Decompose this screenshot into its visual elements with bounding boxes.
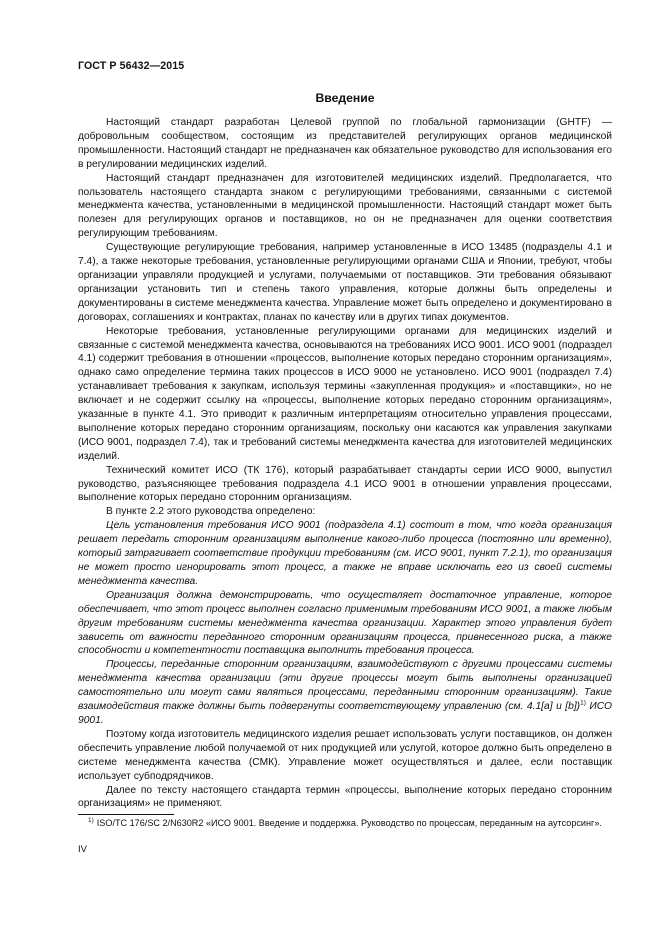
introduction-body: [78, 116, 612, 811]
quoted-paragraph: Цель установления требования ИСО 9001 (подраздела 4.1) состоит в том, что когда организация решает передать сторонним организациям выполнение какого-либо процесса (постоянно или временно), который затрагивает соответствие продукции требованиям (см. ИСО 9001, пункт 7.2.1), то организация не может просто игнорировать этот процесс, а также не вправе исключать его из своей системы менеджмента качества.: [78, 520, 612, 587]
page-number: IV: [78, 844, 87, 855]
paragraph: Технический комитет ИСО (ТК 176), который разрабатывает стандарты серии ИСО 9000, выпустил руководство, разъясняющее требования подраздела 4.1 ИСО 9001 в отношении управления процессами, выполнение которых передано сторонним организациям.: [78, 464, 612, 504]
footnote-text: ISO/TC 176/SC 2/N630R2 «ИСО 9001. Введение и поддержка. Руководство по процессам, переданным на аутсорсинг».: [96, 818, 602, 828]
quoted-paragraph-text: Процессы, переданные сторонним организациям, взаимодействуют с другими процессами системы менеджмента качества организации (эти другие процессы могут быть выполнены организацией самостоятельно или могут сами являться процессами, переданными сторонним организациям). Такие взаимодействия также должны быть подвергнуты соответствующему управлению (см. 4.1[a] и [b]): [78, 659, 612, 713]
paragraph: Настоящий стандарт разработан Целевой группой по глобальной гармонизации (GHTF) — добровольным сообществом, состоящим из представителей регулирующих органов медицинской промышленности. Настоящий стандарт не предназначен как обязательное руководство для использования его в регулировании медицинских изделий.: [78, 117, 612, 170]
footnote-mark: 1): [88, 816, 94, 824]
paragraph: Поэтому когда изготовитель медицинского изделия решает использовать услуги поставщиков, он должен обеспечить управление любой получаемой от них продукцией или услугой, которое должно быть определено в системе менеджмента качества (СМК). Управление может осуществляться и далее, если поставщик использует субподрядчиков.: [78, 728, 612, 782]
section-title: Введение: [315, 91, 375, 105]
footnote-divider: [78, 814, 174, 815]
quoted-paragraph: Организация должна демонстрировать, что осуществляет достаточное управление, которое обеспечивает, что этот процесс выполнен согласно применимым требованиям ИСО 9001, а также любым другим требованиям системы менеджмента качества организации. Характер этого управления будет зависеть от важности переданного сторонним организациям процесса, привнесенного риска, а также способности и компетентности поставщика выполнить требования процесса.: [78, 589, 612, 657]
paragraph: Настоящий стандарт предназначен для изготовителей медицинских изделий. Предполагается, что пользователь настоящего стандарта знаком с регулирующими требованиями, связанными с системой менеджмента качества, установленными в медицинской промышленности. Настоящий стандарт может быть полезен для регулирующих органов и поставщиков, но он не предназначен для оценки соответствия регулирующим требованиям.: [78, 172, 612, 240]
footnote: [78, 817, 612, 829]
standard-header: ГОСТ Р 56432—2015: [78, 60, 185, 72]
paragraph: Существующие регулирующие требования, например установленные в ИСО 13485 (подразделы 4.1 и 7.4), а также некоторые требования, установленные регулирующими органами США и Японии, требуют, чтобы организации управляли продукцией и услугами, получаемыми от поставщиков. Эти требования обязывают организации установить тип и степень такого управления, которые должны быть определены и документированы в системе менеджмента качества. Управление может быть определено и документировано в договорах, соглашениях и контрактах, планах по качеству или в других типах документов.: [78, 242, 612, 323]
paragraph: Некоторые требования, установленные регулирующими органами для медицинских изделий и связанные с системой менеджмента качества, основываются на требованиях ИСО 9001. ИСО 9001 (подраздел 4.1) содержит требования в отношении «процессов, выполнение которых передано сторонним организациям», однако само определение термина таких процессов в ИСО 9000 не установлено. ИСО 9001 (подраздел 7.4) устанавливает требования к закупкам, используя термины «закупленная продукция» и «поставщики», но не включает и не содержит ссылку на «процессы, выполнение которых передано сторонним организациям», указанные в пункте 4.1. Это приводит к различным интерпретациям относительно управления процессами, выполнение которых передано сторонним организациям, поскольку они касаются как управления закупками (ИСО 9001, подраздел 7.4), так и требований системы менеджмента качества для изготовителей медицинских изделий.: [78, 325, 612, 462]
quoted-paragraph: [78, 658, 612, 728]
paragraph: Далее по тексту настоящего стандарта термин «процессы, выполнение которых передано сторонним организациям» не применяют.: [78, 784, 612, 810]
footnote-reference: 1): [580, 699, 586, 707]
quoted-paragraph-tail: ИСО 9001.: [78, 701, 612, 726]
paragraph: В пункте 2.2 этого руководства определено:: [106, 506, 316, 518]
